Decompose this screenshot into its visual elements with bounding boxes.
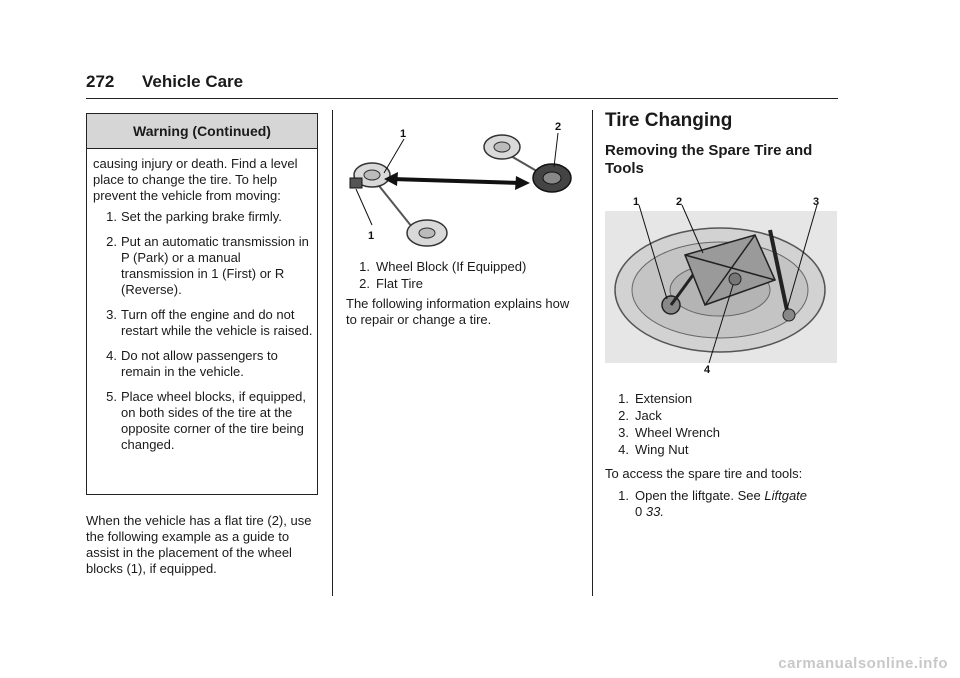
warning-item xyxy=(93,389,317,453)
wheel-block-figure xyxy=(342,115,580,247)
figure1-legend xyxy=(346,259,582,293)
legend-item xyxy=(605,408,837,424)
item-number: 3. xyxy=(106,307,117,322)
callout-4: 4 xyxy=(704,364,711,373)
page-number: 272 xyxy=(86,72,115,91)
section-title: Vehicle Care xyxy=(142,72,244,91)
item-text: Do not allow passengers to remain in the vehicle. xyxy=(121,348,278,379)
footer-watermark: carmanualsonline.info xyxy=(778,655,948,672)
warning-item xyxy=(93,348,317,380)
legend-number: 2. xyxy=(618,408,629,423)
legend-number: 1. xyxy=(618,391,629,406)
legend-text: Wing Nut xyxy=(635,442,689,457)
warning-body xyxy=(87,149,317,453)
wheel-block-paragraph: When the vehicle has a flat tire (2), use the following example as a guide to assist in the placement of the wheel blocks (1), if equipped. xyxy=(86,513,312,576)
legend-text: Flat Tire xyxy=(376,276,423,291)
legend-item xyxy=(605,442,837,458)
callout-2: 2 xyxy=(555,121,562,133)
column-divider xyxy=(332,110,333,596)
wheel-block-illustration xyxy=(342,115,580,247)
legend-text: Jack xyxy=(635,408,662,423)
warning-item xyxy=(93,307,317,339)
legend-number: 4. xyxy=(618,442,629,457)
step-item xyxy=(605,488,837,520)
warning-item xyxy=(93,234,317,298)
figure2-legend xyxy=(605,391,837,459)
subsection-heading: Removing the Spare Tire and Tools xyxy=(605,142,813,177)
legend-item xyxy=(605,391,837,407)
legend-text: Extension xyxy=(635,391,693,406)
legend-item xyxy=(605,425,837,441)
column-divider xyxy=(592,110,593,596)
step-body: Open the liftgate. See xyxy=(635,488,765,503)
section-heading: Tire Changing xyxy=(605,110,733,131)
step-number: 1. xyxy=(618,488,629,503)
liftgate-link[interactable]: Liftgate xyxy=(764,488,808,503)
page-ref[interactable]: 33. xyxy=(645,504,664,519)
legend-item xyxy=(346,276,582,292)
item-text: Turn off the engine and do not restart while the vehicle is raised. xyxy=(121,307,313,338)
legend-text: Wheel Wrench xyxy=(635,425,721,440)
page-ref-symbol: 0 xyxy=(635,504,643,519)
legend-item xyxy=(346,259,582,275)
item-text: Set the parking brake firmly. xyxy=(121,209,282,224)
item-number: 2. xyxy=(106,234,117,249)
warning-intro: causing injury or death. Find a level place to change the tire. To help prevent the vehicle from moving: xyxy=(93,156,298,203)
callout-1: 1 xyxy=(633,196,640,208)
legend-number: 2. xyxy=(359,276,370,291)
item-text: Place wheel blocks, if equipped, on both sides of the tire at the opposite corner of the tire being changed. xyxy=(121,389,307,452)
repair-intro-paragraph: The following information explains how to repair or change a tire. xyxy=(346,296,570,327)
step-text xyxy=(635,488,807,520)
item-number: 4. xyxy=(106,348,117,363)
callout-2: 2 xyxy=(676,196,683,208)
legend-number: 3. xyxy=(618,425,629,440)
spare-tire-figure xyxy=(605,195,837,373)
spare-tire-illustration xyxy=(605,195,837,373)
callout-3: 3 xyxy=(813,196,820,208)
legend-number: 1. xyxy=(359,259,370,274)
access-intro: To access the spare tire and tools: xyxy=(605,466,803,481)
item-number: 5. xyxy=(106,389,117,404)
access-steps xyxy=(605,488,837,521)
warning-title: Warning (Continued) xyxy=(87,114,317,149)
callout-1: 1 xyxy=(400,128,407,140)
header-rule xyxy=(86,98,838,99)
callout-1-lower: 1 xyxy=(368,230,375,242)
item-number: 1. xyxy=(106,209,117,224)
page-header xyxy=(86,72,243,92)
item-text: Put an automatic transmission in P (Park) or a manual transmission in 1 (First) or R (Reverse). xyxy=(121,234,309,297)
warning-item xyxy=(93,209,317,225)
legend-text: Wheel Block (If Equipped) xyxy=(376,259,527,274)
warning-box xyxy=(86,113,318,495)
